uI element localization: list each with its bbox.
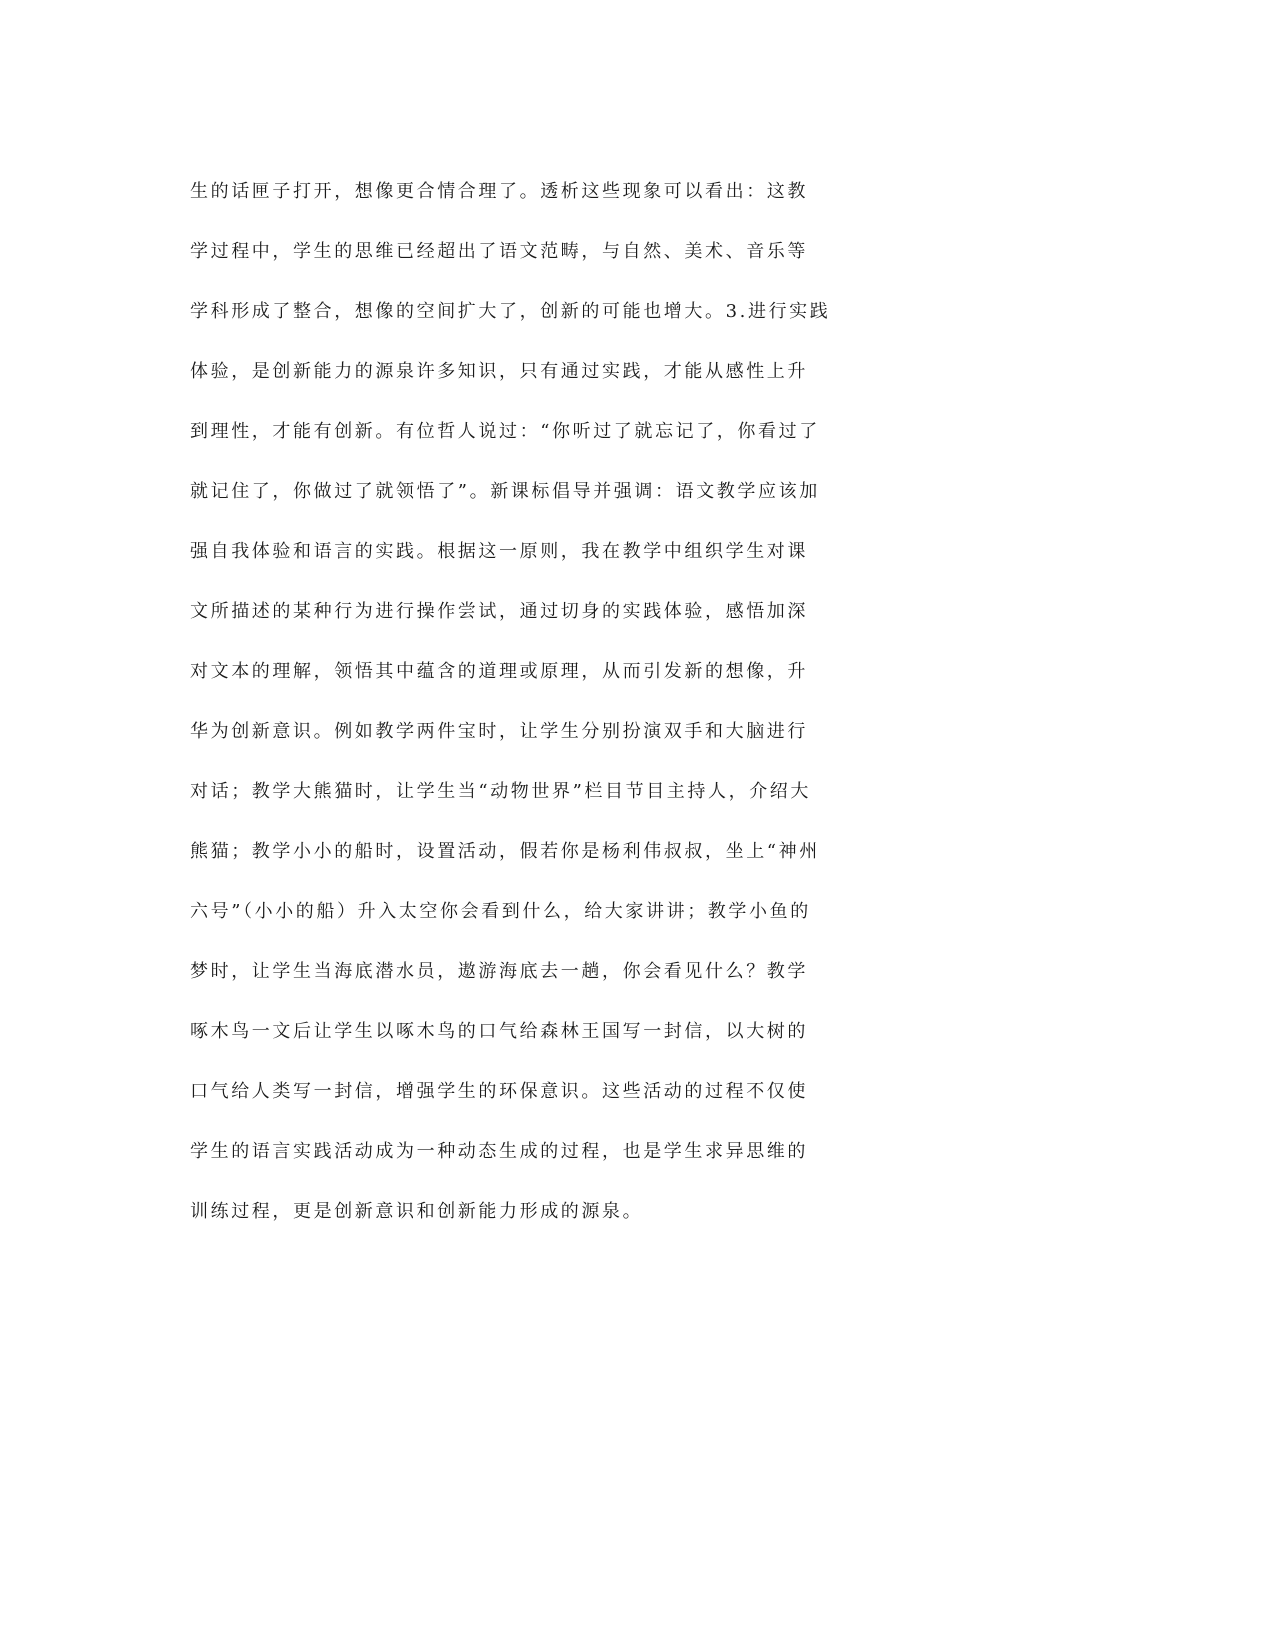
text-line: 体验，是创新能力的源泉许多知识，只有通过实践，才能从感性上升 <box>190 361 808 382</box>
text-line: 学科形成了整合，想像的空间扩大了，创新的可能也增大。3.进行实践 <box>190 301 831 322</box>
text-line: 强自我体验和语言的实践。根据这一原则，我在教学中组织学生对课 <box>190 541 808 562</box>
body-paragraph <box>190 162 1090 1242</box>
text-line: 啄木鸟一文后让学生以啄木鸟的口气给森林王国写一封信，以大树的 <box>190 1021 808 1042</box>
text-line: 华为创新意识。例如教学两件宝时，让学生分别扮演双手和大脑进行 <box>190 721 808 742</box>
text-line: 口气给人类写一封信，增强学生的环保意识。这些活动的过程不仅使 <box>190 1081 808 1102</box>
text-line: 六号”（小小的船）升入太空你会看到什么，给大家讲讲；教学小鱼的 <box>190 901 811 922</box>
text-line: 梦时，让学生当海底潜水员，遨游海底去一趟，你会看见什么？教学 <box>190 961 808 982</box>
text-line: 到理性，才能有创新。有位哲人说过：“你听过了就忘记了，你看过了 <box>190 421 820 442</box>
text-line: 文所描述的某种行为进行操作尝试，通过切身的实践体验，感悟加深 <box>190 601 808 622</box>
text-line: 学生的语言实践活动成为一种动态生成的过程，也是学生求异思维的 <box>190 1141 808 1162</box>
text-line: 熊猫；教学小小的船时，设置活动，假若你是杨利伟叔叔，坐上“神州 <box>190 841 820 862</box>
text-line: 就记住了，你做过了就领悟了”。新课标倡导并强调：语文教学应该加 <box>190 481 820 502</box>
text-line: 训练过程，更是创新意识和创新能力形成的源泉。 <box>190 1201 644 1222</box>
text-line: 对文本的理解，领悟其中蕴含的道理或原理，从而引发新的想像，升 <box>190 661 808 682</box>
text-line: 学过程中，学生的思维已经超出了语文范畴，与自然、美术、音乐等 <box>190 241 808 262</box>
text-line: 对话；教学大熊猫时，让学生当“动物世界”栏目节目主持人，介绍大 <box>190 781 812 802</box>
text-line: 生的话匣子打开，想像更合情合理了。透析这些现象可以看出：这教 <box>190 181 808 202</box>
